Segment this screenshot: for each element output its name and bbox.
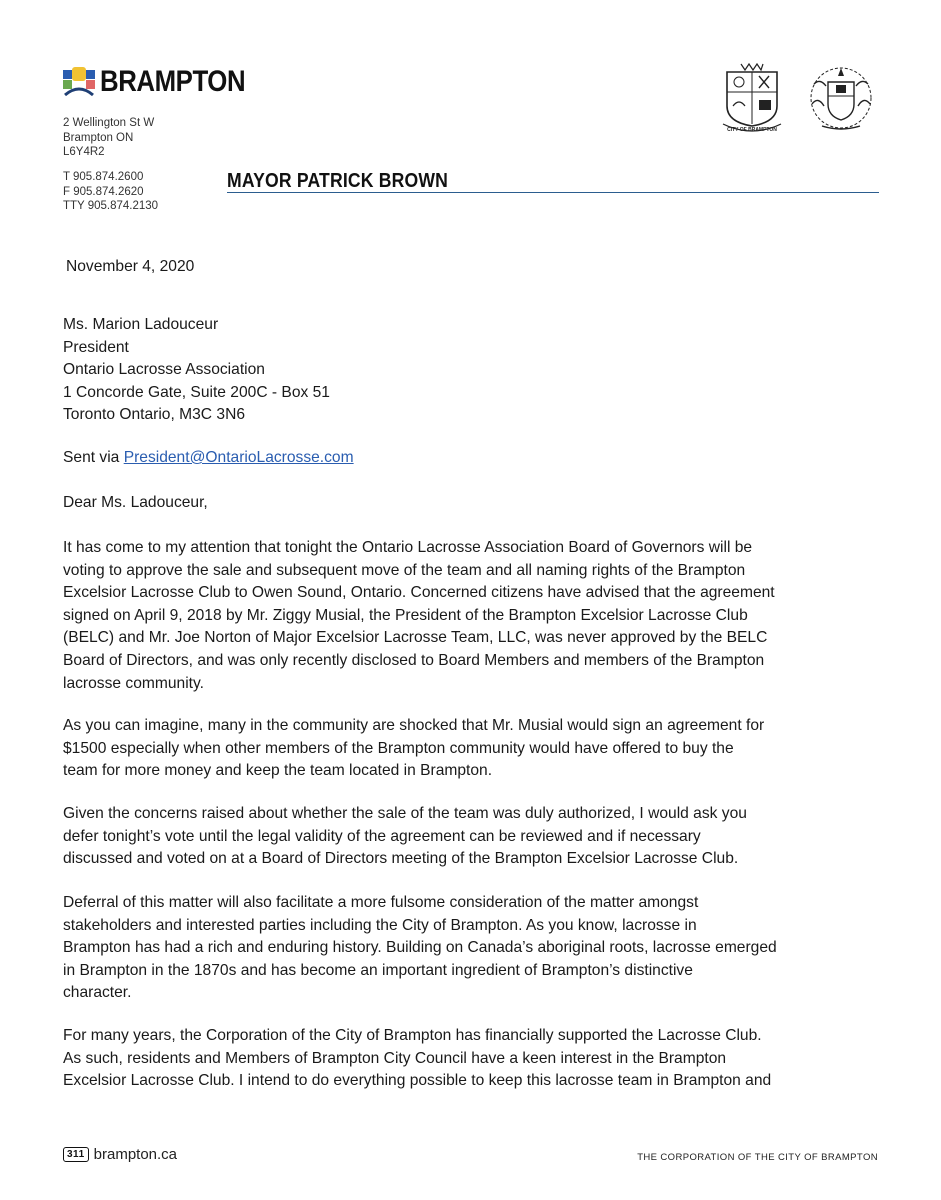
sent-via-label: Sent via (63, 449, 124, 466)
paragraph-line: stakeholders and interested parties including the City of Brampton. As you know, lacrosse in (63, 916, 697, 934)
flower-logo-icon (63, 67, 95, 97)
footer-corporation-name: THE CORPORATION OF THE CITY OF BRAMPTON (637, 1152, 878, 1163)
paragraph-line: Excelsior Lacrosse Club to Owen Sound, Ontario. Concerned citizens have advised that the agreement (63, 584, 775, 602)
city-crest-icon (719, 62, 785, 134)
paragraph-line: defer tonight’s vote until the legal validity of the agreement can be reviewed and if necessary (63, 827, 701, 845)
recipient-block (63, 314, 838, 427)
311-badge-icon: 311 (63, 1147, 89, 1162)
recipient-title: President (63, 338, 129, 356)
body-paragraph (63, 1025, 838, 1093)
phone-numbers (63, 170, 158, 214)
paragraph-line: For many years, the Corporation of the City of Brampton has financially supported the Lacrosse Club. (63, 1027, 762, 1044)
address-line: Brampton ON (63, 131, 134, 144)
paragraph-line: lacrosse community. (63, 674, 204, 692)
salutation: Dear Ms. Ladouceur, (63, 494, 208, 511)
paragraph-line: (BELC) and Mr. Joe Norton of Major Excelsior Lacrosse Team, LLC, was never approved by the BELC (63, 629, 768, 647)
tty-line: TTY 905.874.2130 (63, 200, 159, 212)
footer-website: brampton.ca (93, 1146, 178, 1163)
paragraph-line: Deferral of this matter will also facilitate a more fulsome consideration of the matter amongst (63, 894, 699, 911)
address-line: L6Y4R2 (63, 146, 105, 158)
office-title: MAYOR PATRICK BROWN (227, 170, 449, 192)
paragraph-line: As you can imagine, many in the community are shocked that Mr. Musial would sign an agreement for (63, 717, 765, 734)
address-line: 2 Wellington St W (63, 117, 155, 129)
header-divider (227, 192, 879, 193)
body-paragraph (63, 892, 838, 1005)
paragraph-line: Excelsior Lacrosse Club. I intend to do everything possible to keep this lacrosse team in Brampton and (63, 1072, 772, 1090)
paragraph-line: discussed and voted on at a Board of Directors meeting of the Brampton Excelsior Lacrosse Club. (63, 850, 739, 868)
body-paragraph (63, 715, 838, 783)
recipient-name: Ms. Marion Ladouceur (63, 316, 219, 333)
recipient-email-link[interactable]: President@OntarioLacrosse.com (123, 449, 354, 466)
paragraph-line: Board of Directors, and was only recently disclosed to Board Members and members of the Brampton (63, 651, 765, 669)
footer-311-logo (63, 1146, 177, 1163)
paragraph-line: character. (63, 984, 132, 1002)
crest-caption: CITY OF BRAMPTON (727, 127, 777, 133)
mailing-address (63, 116, 154, 160)
letter-date: November 4, 2020 (66, 258, 195, 275)
recipient-street: 1 Concorde Gate, Suite 200C - Box 51 (63, 383, 330, 401)
paragraph-line: voting to approve the sale and subsequent move of the team and all naming rights of the Brampton (63, 561, 746, 579)
city-wordmark: BRAMPTON (100, 65, 246, 98)
paragraph-line: As such, residents and Members of Brampton City Council have a keen interest in the Brampton (63, 1049, 727, 1067)
body-paragraph (63, 803, 838, 871)
sent-via-line (63, 447, 838, 470)
coat-of-arms-icon (804, 64, 878, 134)
paragraph-line: $1500 especially when other members of the Brampton community would have offered to buy the (63, 739, 734, 757)
recipient-city: Toronto Ontario, M3C 3N6 (63, 406, 246, 424)
recipient-organization: Ontario Lacrosse Association (63, 361, 265, 379)
paragraph-line: It has come to my attention that tonight the Ontario Lacrosse Association Board of Governors will be (63, 539, 753, 556)
paragraph-line: signed on April 9, 2018 by Mr. Ziggy Musial, the President of the Brampton Excelsior Lacrosse Club (63, 606, 748, 624)
brampton-logo (63, 66, 269, 98)
paragraph-line: Given the concerns raised about whether the sale of the team was duly authorized, I would ask you (63, 805, 747, 822)
paragraph-line: team for more money and keep the team located in Brampton. (63, 762, 493, 780)
phone-line: T 905.874.2600 (63, 171, 144, 183)
paragraph-line: in Brampton in the 1870s and has become an important ingredient of Brampton’s distinctive (63, 961, 693, 979)
fax-line: F 905.874.2620 (63, 185, 144, 198)
paragraph-line: Brampton has had a rich and enduring history. Building on Canada’s aboriginal roots, lacrosse emerged (63, 939, 777, 957)
body-paragraph (63, 537, 838, 695)
